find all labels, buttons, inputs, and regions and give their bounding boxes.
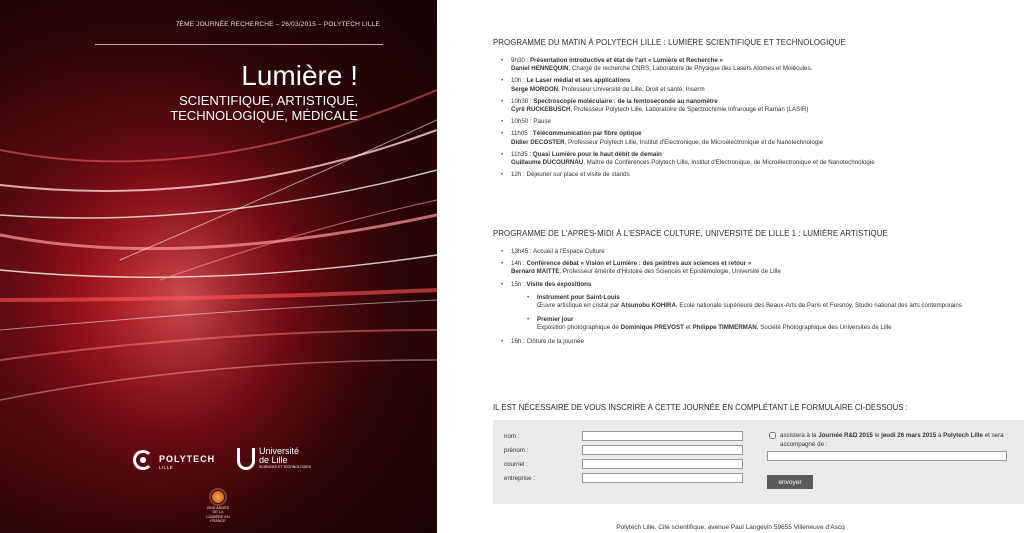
entreprise-input[interactable] [582,473,743,483]
list-item: • 9h30 : Présentation introductive et état de l'art « Lumière et Recherche » Daniel HENNEQUIN, Chargé de recherche CNRS, Laboratoire de Physique des Lasers Atomes et Molécules. [501,57,1011,73]
program-content [437,0,1024,533]
footer-address: Polytech Lille, Cité scientifique, avenue Paul Langevin 59655 Villeneuve d'Ascq [616,524,845,531]
lille-logo-line3: SCIENCES ET TECHNOLOGIES [259,465,311,469]
morning-program-title: PROGRAMME DU MATIN À POLYTECH LILLE : LUMIÈRE SCIENTIFIQUE ET TECHNOLOGIQUE [493,38,846,47]
list-item: • 16h : Clôture de la journée [501,338,1011,346]
poster-subtitle: SCIENTIFIQUE, ARTISTIQUE, TECHNOLOGIQUE, MÉDICALE [170,93,358,123]
accompagne-input[interactable] [767,451,1007,461]
send-button[interactable]: envoyer [767,475,813,489]
list-item: • 13h45 : Accueil à l'Espace Culture [501,248,1011,256]
afternoon-program-title: PROGRAMME DE L'APRÈS-MIDI À L'ESPACE CULTURE, UNIVERSITÉ DE LILLE 1 : LUMIÈRE ARTISTIQUE [493,229,888,238]
attendance-checkbox[interactable] [769,432,776,439]
polytech-mark-icon [133,450,153,470]
list-item: • 10h : Le Laser médial et ses applications Serge MORDON, Professeur Université de Lille, Droit et santé, Inserm [501,77,1011,93]
list-item: • 12h : Déjeuner sur place et visite de stands [501,171,1011,179]
lille-mark-icon [237,448,255,470]
prenom-label: prénom : [504,447,529,454]
polytech-logo-text: POLYTECH [159,454,216,464]
list-item: • Instrument pour Saint-Louis Œuvre artistique en cristal par Atsunobu KOHIRA, Ecole nationale supérieure des Beaux-Arts de Paris et Fresnoy, Studio national des arts contemporains [527,294,1011,310]
list-item: • 11h35 : Quasi Lumière pour le haut débit de demain Guillaume DUCOURNAU, Maître de Conférences Polytech Lille, Institut d'Electronique, de Microélectronique et de Nanotechnologie [501,151,1011,167]
annee-lumiere-logo [204,490,232,523]
poster-title: Lumière ! [241,60,358,91]
list-item: • Premier jour Exposition photographique de Dominique PREVOST et Philippe TIMMERMAN, Société Photographique des Universités de Lille [527,316,1011,332]
courriel-input[interactable] [582,459,743,469]
afternoon-program-list [501,248,1011,346]
nom-label: nom : [504,433,520,440]
list-item: • 10h50 : Pause [501,118,1011,126]
courriel-label: courriel : [504,461,528,468]
polytech-logo-subtext: LILLE [159,465,174,470]
exhibitions-list [527,294,1011,333]
prenom-input[interactable] [582,445,743,455]
nom-input[interactable] [582,431,743,441]
attendance-label: assistera à la Journée R&D 2015 le jeudi 26 mars 2015 à Polytech Lille et sera accompagné de : [780,432,1004,448]
poster-divider [95,44,383,45]
event-date-line: 7ÈME JOURNÉE RECHERCHE – 26/03/2015 – POLYTECH LILLE [175,21,380,28]
sun-icon [211,490,225,504]
list-item: • 10h30 : Spectroscopie moléculaire : de la femtoseconde au nanomètre Cyril RUCKEBUSCH, Professeur Polytech Lille, Laboratoire de Spectrochimie Infrarouge et Raman (LASIR) [501,98,1011,114]
registration-form [493,420,1024,504]
entreprise-label: entreprise : [504,475,535,482]
list-item: • 14h : Conférence débat « Vision et Lumière : des peintres aux sciences et retour » Bernard MAITTE, Professeur émérite d'Histoire des Sciences et Epistémologie, Université de Lille [501,260,1011,276]
morning-program-list [501,57,1011,179]
event-poster [0,0,437,533]
lille-logo-line2: de Lille [259,455,288,465]
list-item: • 15h : Visite des expositions • Instrument pour Saint-Louis Œuvre artistique en cristal par Atsunobu KOHIRA, Ecole nationale supérieure des Beaux-Arts de Paris et Fresnoy, Studio national des arts contemporains • Premier jour Exposition photographique de Dominique PREVOST et Philippe TIMMERMAN, Société Photographique des Universités de Lille [501,281,1011,333]
list-item: • 11h05 : Télécommunication par fibre optique Didier DECOSTER, Professeur Polytech Lille, Institut d'Electronique, de Microélectronique et de Nanotechnologie [501,130,1011,146]
annee-lumiere-text: 2015 ANNÉE DE LA LUMIÈRE EN FRANCE [206,506,230,523]
registration-title: IL EST NÉCESSAIRE DE VOUS INSCRIRE À CETTE JOURNÉE EN COMPLÉTANT LE FORMULAIRE CI-DESSOUS : [493,403,908,412]
lille-logo-line1: Université [259,446,300,456]
